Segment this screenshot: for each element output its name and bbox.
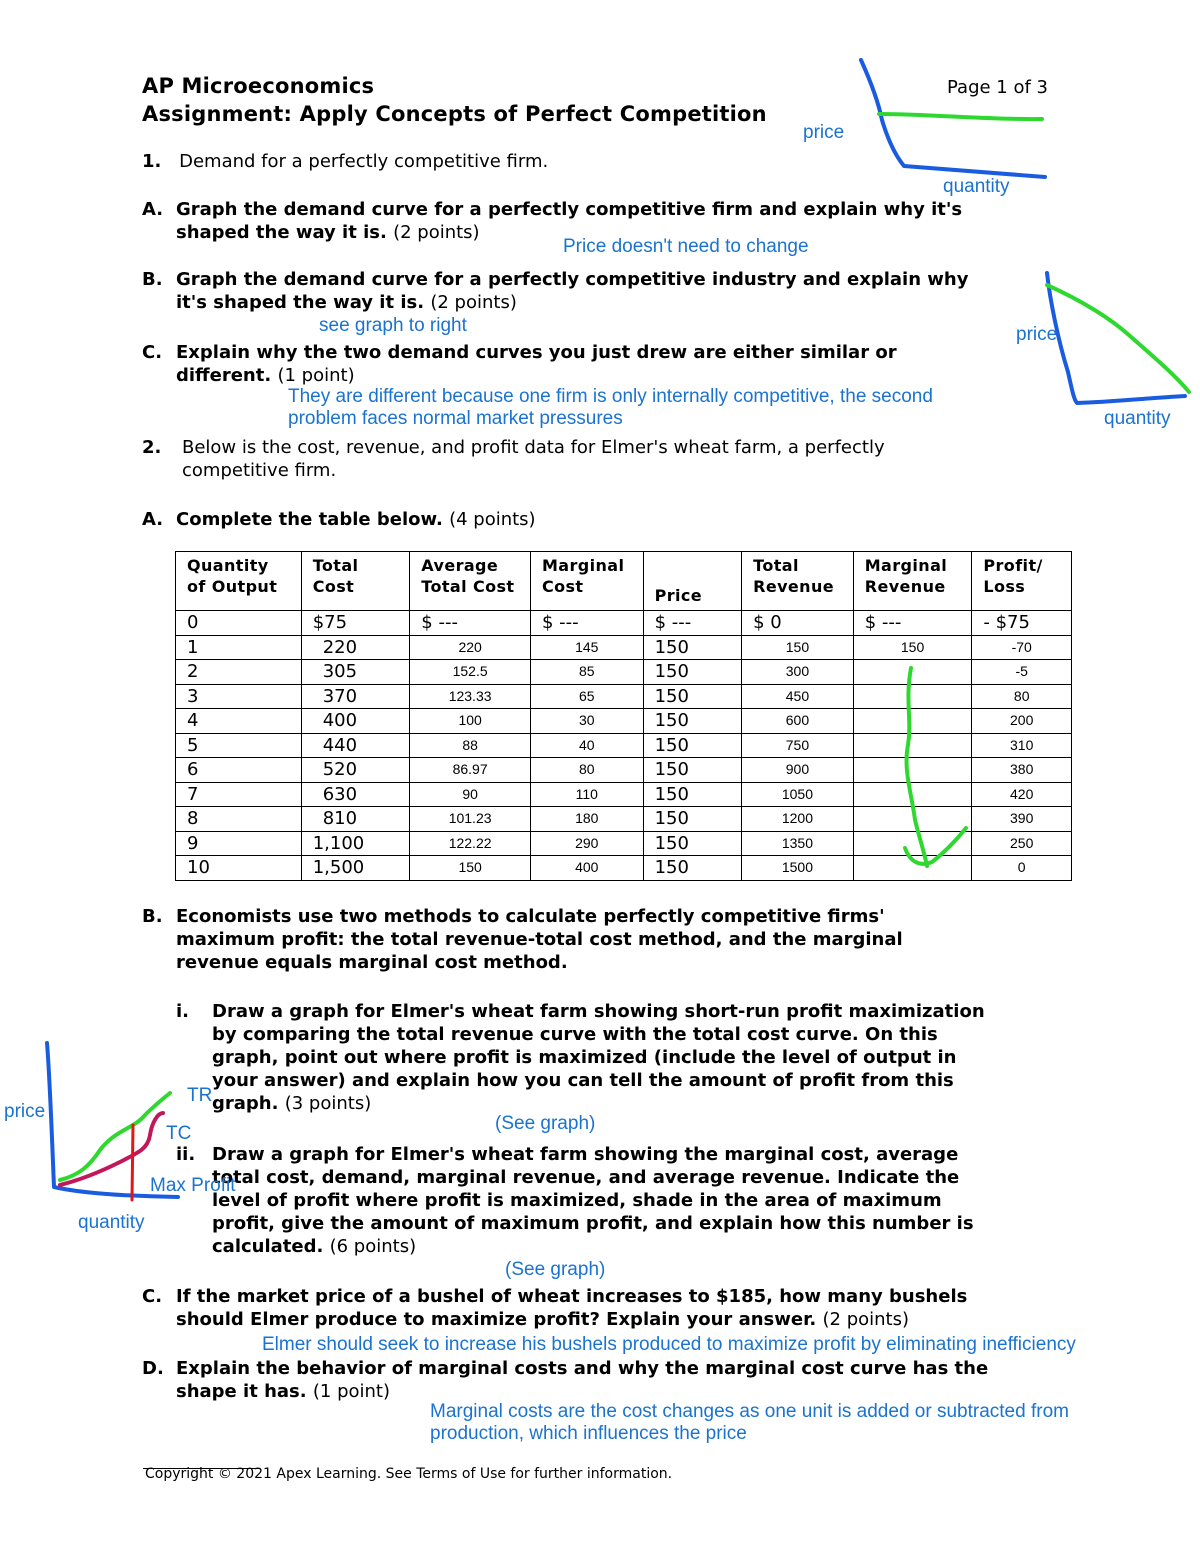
q1b-line1: Graph the demand curve for a perfectly competitive industry and explain why <box>176 269 969 290</box>
table-cell: 7 <box>176 782 302 807</box>
table-cell: 150 <box>643 709 742 734</box>
q2a-prompt: Complete the table below. (4 points) <box>176 509 536 530</box>
q2c-line1: If the market price of a bushel of wheat increases to $185, how many bushels <box>176 1286 968 1307</box>
table-cell: 110 <box>530 782 643 807</box>
table-cell: 150 <box>643 782 742 807</box>
q2bi-line2: by comparing the total revenue curve with the total cost curve. On this <box>212 1024 938 1045</box>
table-cell: 450 <box>742 684 854 709</box>
table-cell: 100 <box>410 709 531 734</box>
col-marginal-revenue: Marginal Revenue <box>853 552 972 611</box>
table-cell: 600 <box>742 709 854 734</box>
q1a-line1: Graph the demand curve for a perfectly competitive firm and explain why it's <box>176 199 963 220</box>
answer-1c-line2: problem faces normal market pressures <box>288 408 623 429</box>
table-cell: 220 <box>410 635 531 660</box>
answer-1a: Price doesn't need to change <box>563 236 809 257</box>
table-cell: 810 <box>301 807 410 832</box>
graph3-price-label: price <box>4 1101 46 1122</box>
graph3-maxprofit-label: Max Profit <box>150 1175 236 1196</box>
q2bii-line4: profit, give the amount of maximum profit, and explain how this number is <box>212 1213 974 1234</box>
q2c-label: C. <box>142 1286 163 1307</box>
table-cell: 630 <box>301 782 410 807</box>
table-cell: 152.5 <box>410 660 531 685</box>
answer-2d <box>430 1401 1069 1445</box>
q2bi-line4: your answer) and explain how you can tell the amount of profit from this <box>212 1070 954 1091</box>
graph3-quantity-label: quantity <box>78 1212 145 1233</box>
table-cell: 40 <box>530 733 643 758</box>
col-price: Price <box>643 552 742 611</box>
q2-line1: Below is the cost, revenue, and profit data for Elmer's wheat farm, a perfectly <box>182 437 885 458</box>
q2b-line1: Economists use two methods to calculate perfectly competitive firms' <box>176 906 885 927</box>
graph1-demand-line <box>879 114 1042 119</box>
q2a-label: A. <box>142 509 164 530</box>
table-cell: 101.23 <box>410 807 531 832</box>
table-cell: 1500 <box>742 856 854 881</box>
col-average-total-cost: Average Total Cost <box>410 552 531 611</box>
table-cell: 3 <box>176 684 302 709</box>
table-arrow <box>907 668 927 866</box>
q1b-points: (2 points) <box>430 292 517 313</box>
q2bii-line5: calculated. (6 points) <box>212 1236 417 1257</box>
table-cell: 6 <box>176 758 302 783</box>
q1a-label: A. <box>142 199 164 220</box>
table-cell: 1200 <box>742 807 854 832</box>
table-cell: 85 <box>530 660 643 685</box>
table-cell: $ --- <box>643 611 742 636</box>
table-cell: 123.33 <box>410 684 531 709</box>
table-cell: 440 <box>301 733 410 758</box>
graph2-axes <box>1047 273 1185 403</box>
table-cell: 180 <box>530 807 643 832</box>
q2bi-label: i. <box>176 1001 190 1022</box>
table-cell: 150 <box>643 856 742 881</box>
graph2-price-label: price <box>1016 324 1058 345</box>
q2bi-line3: graph, point out where profit is maximized (include the level of output in <box>212 1047 957 1068</box>
table-cell: 150 <box>643 660 742 685</box>
table-cell: 122.22 <box>410 831 531 856</box>
q1-number: 1. <box>142 151 162 172</box>
table-cell: 290 <box>530 831 643 856</box>
answer-1c <box>288 386 933 430</box>
table-cell: 80 <box>972 684 1072 709</box>
table-cell: 30 <box>530 709 643 734</box>
page-number: Page 1 of 3 <box>947 77 1048 98</box>
table-cell: 400 <box>301 709 410 734</box>
q1c-points: (1 point) <box>277 365 355 386</box>
table-cell: 150 <box>643 635 742 660</box>
q2c-points: (2 points) <box>822 1309 910 1330</box>
table-arrow-head <box>905 828 966 864</box>
table-cell: $ 0 <box>742 611 854 636</box>
q2bii-points: (6 points) <box>329 1236 417 1257</box>
table-cell: 150 <box>410 856 531 881</box>
table-cell: 150 <box>742 635 854 660</box>
q2b-label: B. <box>142 906 163 927</box>
graph3-tc-label: TC <box>166 1123 192 1144</box>
q1c-line1: Explain why the two demand curves you just drew are either similar or <box>176 342 897 363</box>
q2c-line2: should Elmer produce to maximize profit? Explain your answer. (2 points) <box>176 1309 910 1330</box>
table-cell: 220 <box>301 635 410 660</box>
q2-number: 2. <box>142 437 162 458</box>
course-title: AP Microeconomics <box>142 74 375 98</box>
q1-text: Demand for a perfectly competitive firm. <box>179 151 549 172</box>
q2bii-line2: total cost, demand, marginal revenue, and average revenue. Indicate the <box>212 1167 960 1188</box>
table-cell: 750 <box>742 733 854 758</box>
see-graph-bii: (See graph) <box>505 1259 606 1280</box>
table-cell: 150 <box>643 831 742 856</box>
table-cell: 520 <box>301 758 410 783</box>
q2b-line2: maximum profit: the total revenue-total cost method, and the marginal <box>176 929 903 950</box>
graph3-tr-label: TR <box>187 1085 213 1106</box>
table-cell: $ --- <box>853 611 972 636</box>
answer-1c-line1: They are different because one firm is only internally competitive, the second <box>288 386 933 407</box>
table-cell: 900 <box>742 758 854 783</box>
col-marginal-cost: Marginal Cost <box>530 552 643 611</box>
table-cell: 5 <box>176 733 302 758</box>
answer-2d-line1: Marginal costs are the cost changes as one unit is added or subtracted from <box>430 1401 1069 1422</box>
q1b-label: B. <box>142 269 163 290</box>
table-cell: 65 <box>530 684 643 709</box>
answer-1b: see graph to right <box>319 315 467 336</box>
q2bi-line5: graph. (3 points) <box>212 1093 372 1114</box>
assignment-title: Assignment: Apply Concepts of Perfect Competition <box>142 102 767 126</box>
table-cell: 310 <box>972 733 1072 758</box>
table-cell: 80 <box>530 758 643 783</box>
table-cell: 305 <box>301 660 410 685</box>
table-cell: 0 <box>972 856 1072 881</box>
table-cell: 1050 <box>742 782 854 807</box>
table-cell: 0 <box>176 611 302 636</box>
table-cell: 400 <box>530 856 643 881</box>
q2d-line1: Explain the behavior of marginal costs and why the marginal cost curve has the <box>176 1358 989 1379</box>
table-cell: 150 <box>643 807 742 832</box>
copyright: Copyright © 2021 Apex Learning. See Terms of Use for further information. <box>145 1466 673 1482</box>
table-cell: 8 <box>176 807 302 832</box>
q2bii-line1: Draw a graph for Elmer's wheat farm showing the marginal cost, average <box>212 1144 959 1165</box>
table-cell: 380 <box>972 758 1072 783</box>
q2d-points: (1 point) <box>312 1381 390 1402</box>
table-cell: 88 <box>410 733 531 758</box>
table-cell: 150 <box>643 758 742 783</box>
table-cell: 90 <box>410 782 531 807</box>
col-profit-loss: Profit/ Loss <box>972 552 1072 611</box>
q1c-label: C. <box>142 342 163 363</box>
table-cell: 150 <box>643 733 742 758</box>
table-cell: 1 <box>176 635 302 660</box>
table-cell: 150 <box>853 635 972 660</box>
q2-line2: competitive firm. <box>182 460 337 481</box>
graph3-axes <box>47 1043 178 1197</box>
table-cell: 300 <box>742 660 854 685</box>
see-graph-bi: (See graph) <box>495 1113 596 1134</box>
table-cell: 150 <box>643 684 742 709</box>
table-cell: 9 <box>176 831 302 856</box>
table-cell: $ --- <box>410 611 531 636</box>
table-cell: 1350 <box>742 831 854 856</box>
table-cell: $ --- <box>530 611 643 636</box>
table-cell: 200 <box>972 709 1072 734</box>
table-cell: $75 <box>301 611 410 636</box>
q2d-line2: shape it has. (1 point) <box>176 1381 390 1402</box>
table-cell: 370 <box>301 684 410 709</box>
graph3-total-revenue-curve <box>60 1093 170 1180</box>
graph1-price-label: price <box>803 122 845 143</box>
q2bi-points: (3 points) <box>284 1093 372 1114</box>
q2bii-line3: level of profit where profit is maximized, shade in the area of maximum <box>212 1190 942 1211</box>
table-cell: 145 <box>530 635 643 660</box>
graph2-quantity-label: quantity <box>1104 408 1171 429</box>
table-cell: 2 <box>176 660 302 685</box>
table-cell: -70 <box>972 635 1072 660</box>
q1a-line2: shaped the way it is. (2 points) <box>176 222 480 243</box>
table-cell: 250 <box>972 831 1072 856</box>
table-cell: 10 <box>176 856 302 881</box>
graph1-quantity-label: quantity <box>943 176 1010 197</box>
table-cell: 86.97 <box>410 758 531 783</box>
q1a-points: (2 points) <box>393 222 480 243</box>
col-quantity: Quantity of Output <box>176 552 302 611</box>
table-cell: 420 <box>972 782 1072 807</box>
q2b-line3: revenue equals marginal cost method. <box>176 952 568 973</box>
answer-2c: Elmer should seek to increase his bushels produced to maximize profit by eliminating inefficiency <box>262 1334 1076 1355</box>
table-cell: 4 <box>176 709 302 734</box>
graph3-max-profit-line <box>132 1125 133 1200</box>
q1c-line2: different. (1 point) <box>176 365 355 386</box>
answer-2d-line2: production, which influences the price <box>430 1423 747 1444</box>
col-total-revenue: Total Revenue <box>742 552 854 611</box>
table-cell: 1,100 <box>301 831 410 856</box>
q2bii-label: ii. <box>176 1144 196 1165</box>
table-cell: - $75 <box>972 611 1072 636</box>
table-cell: 390 <box>972 807 1072 832</box>
table-cell: -5 <box>972 660 1072 685</box>
col-total-cost: Total Cost <box>301 552 410 611</box>
q2bi-line1: Draw a graph for Elmer's wheat farm showing short-run profit maximization <box>212 1001 985 1022</box>
q2d-label: D. <box>142 1358 164 1379</box>
q1b-line2: it's shaped the way it is. (2 points) <box>176 292 517 313</box>
table-cell: 1,500 <box>301 856 410 881</box>
q2a-points: (4 points) <box>449 509 536 530</box>
